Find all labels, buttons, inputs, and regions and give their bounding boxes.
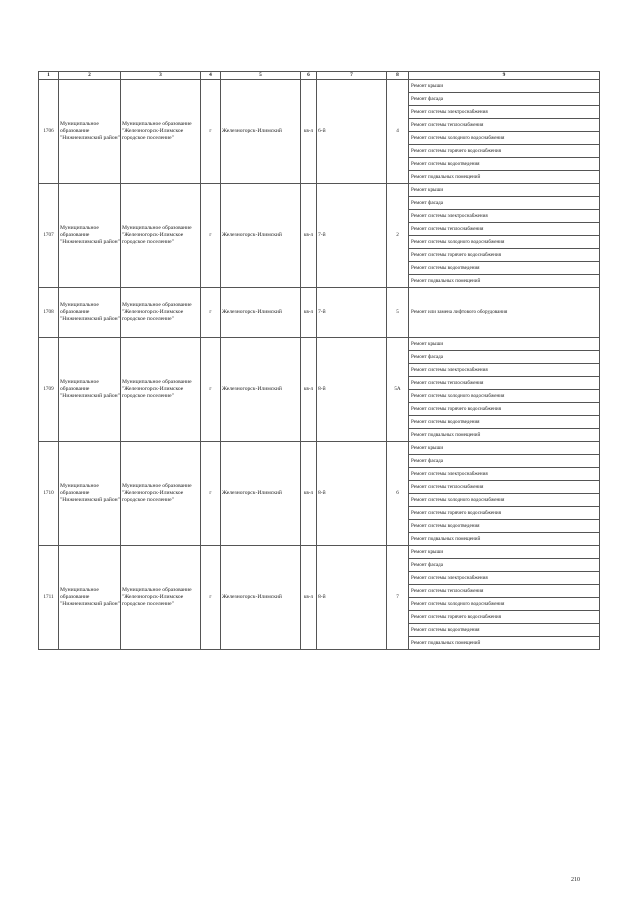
settlement-name: Муниципальное образование "Железногорск-Илимское городское поселение" — [121, 442, 201, 546]
work-type: Ремонт системы горячего водоснабжения — [409, 507, 600, 520]
table-row — [39, 80, 600, 93]
city-name: Железногорск-Илимский — [221, 338, 301, 442]
locality-type: г — [201, 338, 221, 442]
work-type: Ремонт системы электроснабжения — [409, 364, 600, 377]
work-type: Ремонт подвальных помещений — [409, 275, 600, 288]
work-type: Ремонт системы холодного водоснабжения — [409, 132, 600, 145]
locality-type: г — [201, 80, 221, 184]
work-type: Ремонт системы холодного водоснабжения — [409, 494, 600, 507]
work-type: Ремонт фасада — [409, 93, 600, 106]
header-cell: 9 — [409, 72, 600, 80]
header-cell: 3 — [121, 72, 201, 80]
settlement-name: Муниципальное образование "Железногорск-Илимское городское поселение" — [121, 288, 201, 338]
house-number: 7 — [387, 546, 409, 650]
record-number: 1706 — [39, 80, 59, 184]
work-type: Ремонт системы водоотведения — [409, 416, 600, 429]
work-type: Ремонт подвальных помещений — [409, 637, 600, 650]
work-type: Ремонт крыши — [409, 546, 600, 559]
work-type: Ремонт системы водоотведения — [409, 624, 600, 637]
work-type: Ремонт фасада — [409, 351, 600, 364]
work-type: Ремонт системы горячего водоснабжения — [409, 249, 600, 262]
record-number: 1710 — [39, 442, 59, 546]
street-name: 8-й — [317, 338, 387, 442]
work-type: Ремонт системы холодного водоснабжения — [409, 598, 600, 611]
work-type: Ремонт крыши — [409, 184, 600, 197]
work-type: Ремонт системы водоотведения — [409, 158, 600, 171]
work-type: Ремонт крыши — [409, 338, 600, 351]
city-name: Железногорск-Илимский — [221, 184, 301, 288]
district-name: Муниципальное образование "Нижнеилимский район" — [59, 546, 121, 650]
street-type: кв-л — [301, 80, 317, 184]
work-type: Ремонт системы электроснабжения — [409, 106, 600, 119]
city-name: Железногорск-Илимский — [221, 442, 301, 546]
work-type: Ремонт фасада — [409, 197, 600, 210]
settlement-name: Муниципальное образование "Железногорск-Илимское городское поселение" — [121, 338, 201, 442]
record-number: 1707 — [39, 184, 59, 288]
table-row — [39, 442, 600, 455]
work-type: Ремонт системы холодного водоснабжения — [409, 390, 600, 403]
record-number: 1709 — [39, 338, 59, 442]
work-type: Ремонт системы теплоснабжения — [409, 481, 600, 494]
work-type: Ремонт системы электроснабжения — [409, 572, 600, 585]
street-name: 7-й — [317, 288, 387, 338]
street-name: 7-й — [317, 184, 387, 288]
locality-type: г — [201, 184, 221, 288]
house-number: 2 — [387, 184, 409, 288]
district-name: Муниципальное образование "Нижнеилимский район" — [59, 442, 121, 546]
street-type: кв-л — [301, 184, 317, 288]
house-number: 4 — [387, 80, 409, 184]
house-number: 5А — [387, 338, 409, 442]
work-type: Ремонт фасада — [409, 455, 600, 468]
work-type: Ремонт системы водоотведения — [409, 262, 600, 275]
settlement-name: Муниципальное образование "Железногорск-Илимское городское поселение" — [121, 546, 201, 650]
house-number: 5 — [387, 288, 409, 338]
record-number: 1711 — [39, 546, 59, 650]
header-cell: 8 — [387, 72, 409, 80]
district-name: Муниципальное образование "Нижнеилимский район" — [59, 338, 121, 442]
work-type: Ремонт системы теплоснабжения — [409, 585, 600, 598]
header-cell: 5 — [221, 72, 301, 80]
work-type: Ремонт или замена лифтового оборудования — [409, 288, 600, 338]
city-name: Железногорск-Илимский — [221, 80, 301, 184]
repair-program-table — [38, 71, 600, 650]
work-type: Ремонт системы электроснабжения — [409, 468, 600, 481]
work-type: Ремонт системы горячего водоснабжения — [409, 145, 600, 158]
work-type: Ремонт подвальных помещений — [409, 171, 600, 184]
work-type: Ремонт системы холодного водоснабжения — [409, 236, 600, 249]
district-name: Муниципальное образование "Нижнеилимский район" — [59, 80, 121, 184]
house-number: 6 — [387, 442, 409, 546]
work-type: Ремонт подвальных помещений — [409, 533, 600, 546]
locality-type: г — [201, 546, 221, 650]
header-row — [39, 72, 600, 80]
work-type: Ремонт фасада — [409, 559, 600, 572]
work-type: Ремонт системы теплоснабжения — [409, 377, 600, 390]
city-name: Железногорск-Илимский — [221, 288, 301, 338]
header-cell: 1 — [39, 72, 59, 80]
header-cell: 6 — [301, 72, 317, 80]
work-type: Ремонт крыши — [409, 80, 600, 93]
locality-type: г — [201, 442, 221, 546]
district-name: Муниципальное образование "Нижнеилимский район" — [59, 184, 121, 288]
page-number: 210 — [571, 877, 580, 883]
street-type: кв-л — [301, 442, 317, 546]
street-type: кв-л — [301, 288, 317, 338]
record-number: 1708 — [39, 288, 59, 338]
work-type: Ремонт подвальных помещений — [409, 429, 600, 442]
work-type: Ремонт крыши — [409, 442, 600, 455]
header-cell: 4 — [201, 72, 221, 80]
street-type: кв-л — [301, 338, 317, 442]
header-cell: 7 — [317, 72, 387, 80]
settlement-name: Муниципальное образование "Железногорск-Илимское городское поселение" — [121, 184, 201, 288]
street-name: 8-й — [317, 442, 387, 546]
work-type: Ремонт системы теплоснабжения — [409, 119, 600, 132]
street-type: кв-л — [301, 546, 317, 650]
district-name: Муниципальное образование "Нижнеилимский район" — [59, 288, 121, 338]
work-type: Ремонт системы горячего водоснабжения — [409, 403, 600, 416]
table-row — [39, 288, 600, 338]
table-row — [39, 184, 600, 197]
table-row — [39, 546, 600, 559]
table-row — [39, 338, 600, 351]
street-name: 6-й — [317, 80, 387, 184]
street-name: 8-й — [317, 546, 387, 650]
settlement-name: Муниципальное образование "Железногорск-Илимское городское поселение" — [121, 80, 201, 184]
locality-type: г — [201, 288, 221, 338]
work-type: Ремонт системы электроснабжения — [409, 210, 600, 223]
work-type: Ремонт системы теплоснабжения — [409, 223, 600, 236]
header-cell: 2 — [59, 72, 121, 80]
work-type: Ремонт системы водоотведения — [409, 520, 600, 533]
city-name: Железногорск-Илимский — [221, 546, 301, 650]
work-type: Ремонт системы горячего водоснабжения — [409, 611, 600, 624]
